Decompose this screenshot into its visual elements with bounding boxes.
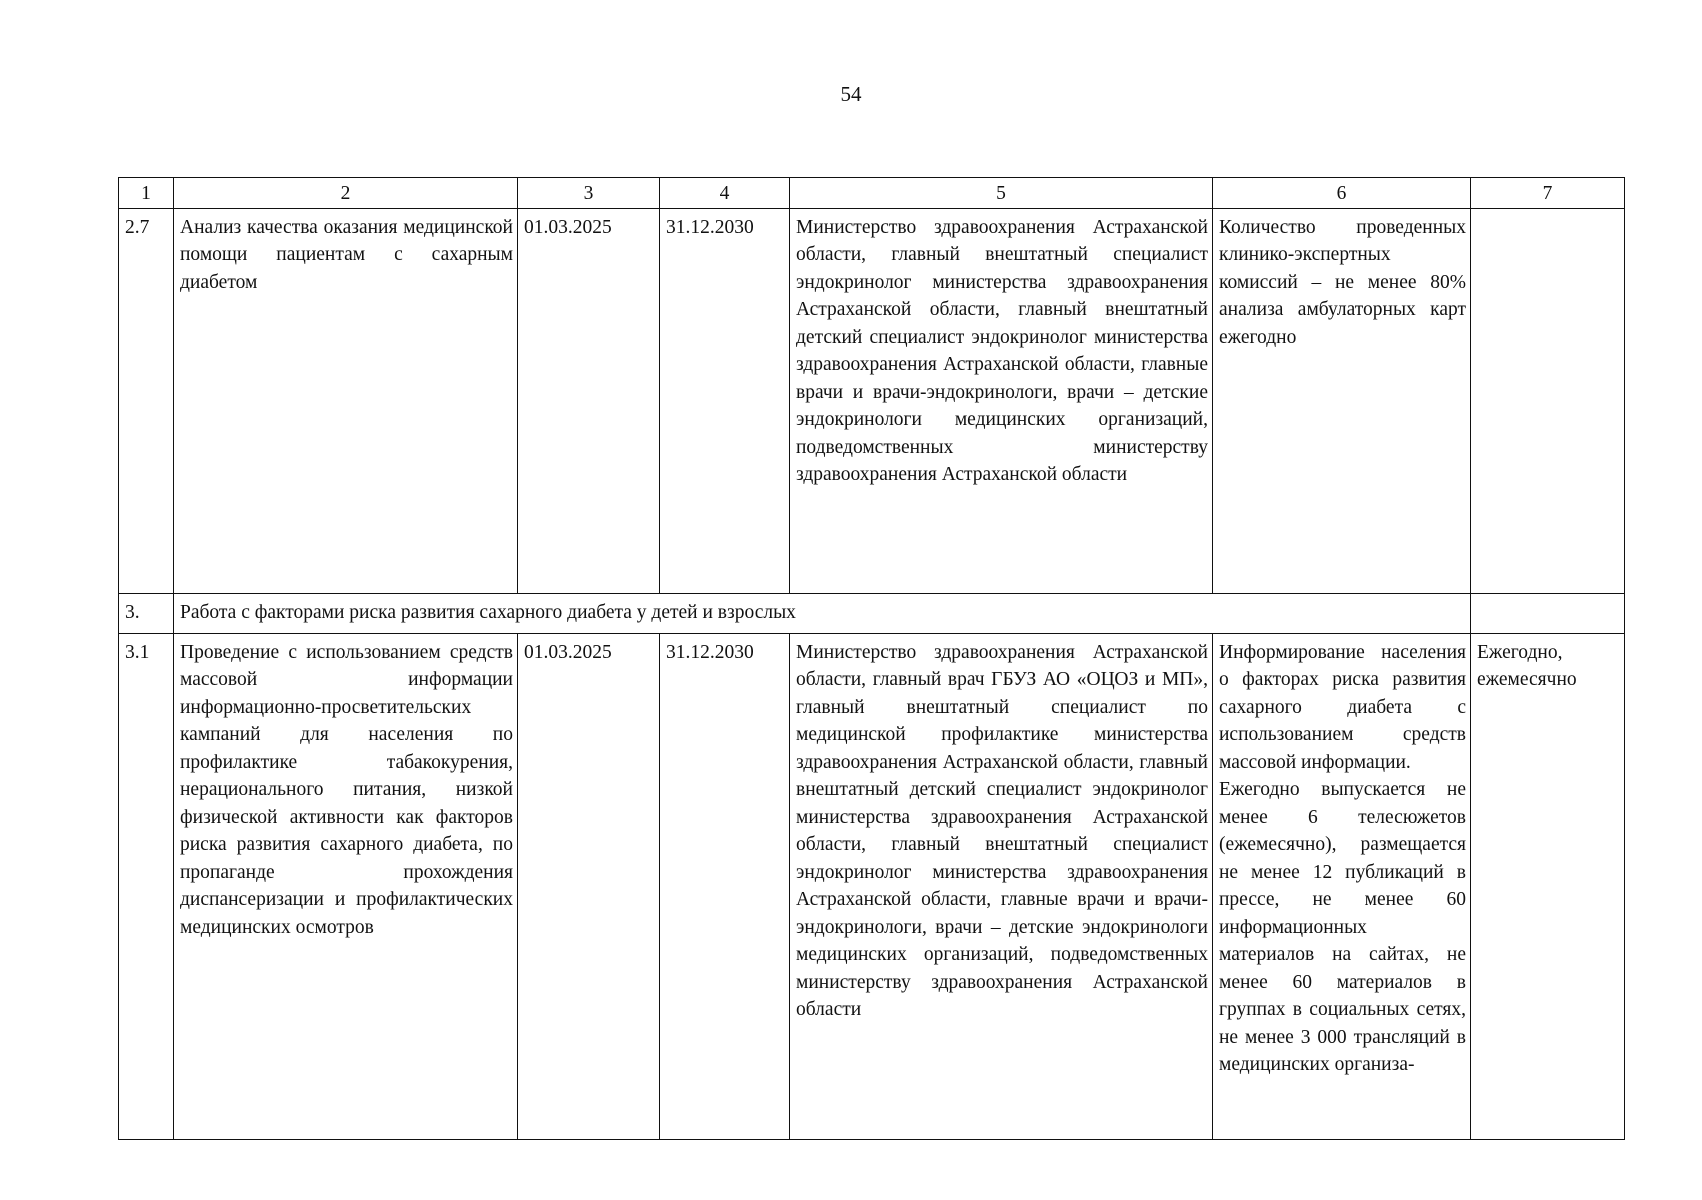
activity-name: Анализ качества оказания медицинской помощи пациентам с сахарным диабетом (174, 208, 518, 593)
table-row (119, 633, 1625, 1139)
expected-result (1213, 633, 1471, 1139)
header-cell-1: 1 (119, 178, 174, 209)
header-cell-2: 2 (174, 178, 518, 209)
row-number: 2.7 (119, 208, 174, 593)
expected-result-paragraph-1: Информирование населения о факторах риска развития сахарного диабета с использованием средств массовой информации. (1219, 641, 1466, 773)
start-date: 01.03.2025 (518, 633, 660, 1139)
expected-result: Количество проведенных клинико-экспертных комиссий – не менее 80% анализа амбулаторных карт ежегодно (1213, 208, 1471, 593)
header-cell-5: 5 (790, 178, 1213, 209)
section-number: 3. (119, 593, 174, 633)
section-empty-cell (1471, 593, 1625, 633)
start-date: 01.03.2025 (518, 208, 660, 593)
responsible-parties: Министерство здравоохранения Астраханской области, главный внештатный специалист эндокринолог министерства здравоохранения Астраханской области, главный внештатный детский специалист эндокринолог министерства здравоохранения Астраханской области, главные врачи и врачи-эндокринологи, врачи – детские эндокринологи медицинских организаций, подведомственных министерству здравоохранения Астраханской области (790, 208, 1213, 593)
row-number: 3.1 (119, 633, 174, 1139)
section-row (119, 593, 1625, 633)
activity-name: Проведение с использованием средств массовой информации информационно-просветительских кампаний для населения по профилактике табакокурения, нерационального питания, низкой физической активности как факторов риска развития сахарного диабета, по пропаганде прохождения диспансеризации и профилактических медицинских осмотров (174, 633, 518, 1139)
plan-table (118, 177, 1625, 1140)
section-title: Работа с факторами риска развития сахарного диабета у детей и взрослых (174, 593, 1471, 633)
end-date: 31.12.2030 (660, 633, 790, 1139)
header-row (119, 178, 1625, 209)
expected-result-paragraph-2: Ежегодно выпускается не менее 6 телесюжетов (ежемесячно), размещается не менее 12 публикаций в прессе, не менее 60 информационных материалов на сайтах, не менее 60 материалов в группах в социальных сетях, не менее 3 000 трансляций в медицинских организа- (1219, 779, 1466, 1075)
end-date: 31.12.2030 (660, 208, 790, 593)
header-cell-4: 4 (660, 178, 790, 209)
header-cell-7: 7 (1471, 178, 1625, 209)
responsible-parties: Министерство здравоохранения Астраханской области, главный врач ГБУЗ АО «ОЦОЗ и МП», главный внештатный специалист по медицинской профилактике министерства здравоохранения Астраханской области, главный внештатный детский специалист эндокринолог министерства здравоохранения Астраханской области, главный внештатный специалист эндокринолог министерства здравоохранения Астраханской области, главные врачи и врачи-эндокринологи, врачи – детские эндокринологи медицинских организаций, подведомственных министерству здравоохранения Астраханской области (790, 633, 1213, 1139)
page-number: 54 (840, 82, 862, 106)
header-cell-6: 6 (1213, 178, 1471, 209)
frequency (1471, 208, 1625, 593)
header-cell-3: 3 (518, 178, 660, 209)
frequency: Ежегодно, ежемесячно (1471, 633, 1625, 1139)
table-row (119, 208, 1625, 593)
